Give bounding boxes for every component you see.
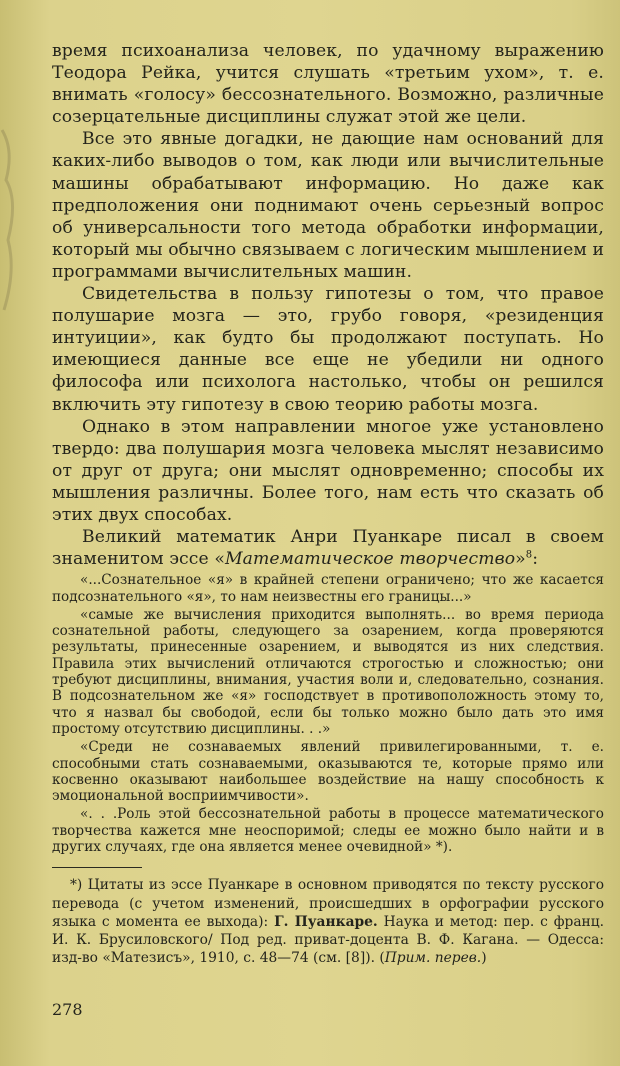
footnote-author: Г. Пуанкаре.: [274, 913, 378, 930]
paragraph-5-colon: :: [532, 549, 539, 570]
margin-stain: [0, 120, 30, 320]
paragraph-1: время психоанализа человек, по удачному выражению Теодора Рейка, учится слушать «третьим ухом», т. е. внимать «голосу» бессознательного. Возможно, различные созерцательные дисциплины служат этой же цели.: [52, 41, 604, 128]
quote-4: «. . .Роль этой бессознательной работы в процессе математического творчества кажется мне неоспоримой; следы ее можно было найти и в других случаях, где она является менее очевидной» *).: [52, 806, 604, 855]
reference-marker: 8: [525, 549, 533, 561]
paragraph-5-lead: Великий математик Анри Пуанкаре писал в своем знаменитом эссе «: [52, 527, 604, 570]
quote-3: «Среди не сознаваемых явлений привилегированными, т. е. способными стать сознаваемыми, оказываются те, которые прямо или косвенно оказывают наибольшее воздействие на нашу способность к эмоциональной восприимчивости».: [52, 739, 604, 805]
paragraph-5: [52, 526, 604, 570]
quotes-block: [52, 572, 604, 855]
paragraph-2: Все это явные догадки, не дающие нам оснований для каких-либо выводов о том, как люди или вычислительные машины обрабатывают информацию. Но даже как предположения они поднимают очень серьезный вопрос об универсальности того метода обработки информации, который мы обычно связываем с логическим мышлением и программами вычислительных машин.: [52, 129, 604, 282]
translator-note: Прим. перев.: [384, 950, 482, 967]
footnote-divider: [52, 867, 142, 868]
footnote-close: ): [481, 950, 487, 967]
main-text: [52, 40, 604, 967]
paragraph-4: Однако в этом направлении многое уже установлено твердо: два полушария мозга человека мыслят независимо от друг от друга; они мыслят одновременно; способы их мышления различны. Более того, нам есть что сказать об этих двух способах.: [52, 416, 604, 525]
footnote-lead: *) Цитаты из эссе Пуанкаре в основном приводятся по тексту русского перевода (с учетом изменений, происшедших в орфографии русского языка с момента ее выхода):: [52, 877, 604, 930]
footnote: [52, 876, 604, 967]
essay-title: Математическое творчество: [224, 549, 516, 570]
footnote-citation: Наука и метод: пер. с франц. И. К. Брусиловского/ Под ред. приват-доцента В. Ф. Кагана. — Одесса: изд-во «Матезисъ», 1910, с. 48—74 (см. [8]). (: [52, 913, 604, 967]
paragraph-3: Свидетельства в пользу гипотезы о том, что правое полушарие мозга — это, грубо говоря, «резиденция интуиции», как будто бы продолжают поступать. Но имеющиеся данные все еще не убедили ни одного философа или психолога настолько, чтобы он решился включить эту гипотезу в свою теорию работы мозга.: [52, 284, 604, 415]
quote-1: «...Сознательное «я» в крайней степени ограничено; что же касается подсознательного «я», то нам неизвестны его границы...»: [52, 572, 604, 605]
quote-2: «самые же вычисления приходится выполнять... во время периода сознательной работы, следующего за озарением, когда проверяются результаты, принесенные озарением, и выводятся из них следствия. Правила этих вычислений отличаются строгостью и сложностью; они требуют дисциплины, внимания, участия воли и, следовательно, сознания. В подсознательном же «я» господствует в противоположность этому то, что я назвал бы свободой, если бы только можно было дать это имя простому отсутствию дисциплины. . .»: [52, 606, 604, 737]
paragraph-5-close-quote: »: [515, 549, 526, 570]
page-number: 278: [52, 1000, 83, 1019]
